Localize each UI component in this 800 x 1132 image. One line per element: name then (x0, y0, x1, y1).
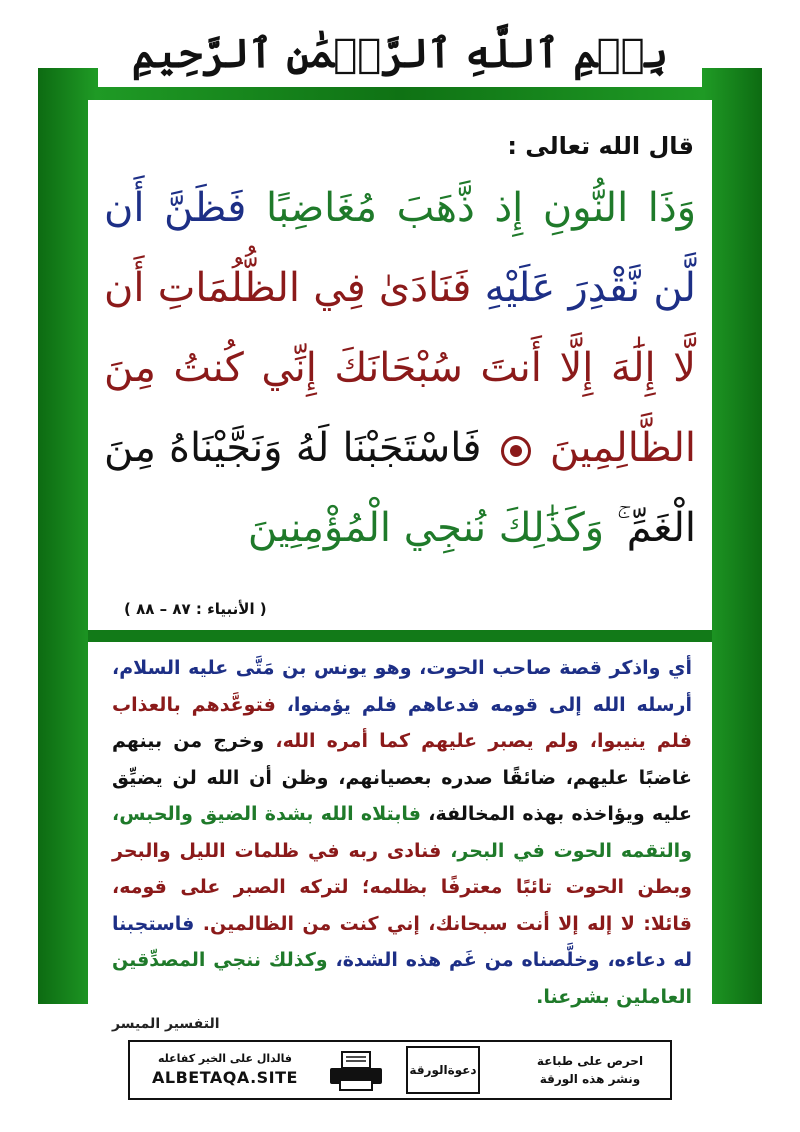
verse-segment: مُغَاضِبًا (265, 185, 378, 231)
verse-segment: فَاسْتَجَبْنَا لَهُ وَنَجَّيْنَاهُ (169, 425, 482, 471)
tafsir-source: التفسير الميسر (112, 1016, 220, 1032)
dawah-logo (406, 1046, 480, 1094)
verse-segment: مِنَ الْغَمِّ (104, 425, 696, 551)
verse-segment: فَظَنَّ أَن لَّن (104, 185, 696, 311)
basmala-calligraphy: بِسۡمِ ٱللَّهِ ٱلرَّحۡمَٰنِ ٱلرَّحِيمِ (98, 24, 702, 87)
site-info (140, 1048, 310, 1092)
tafsir-segment: فتوعَّدهم بالعذاب فلم ينيبوا، ولم يصبر عليهم كما أمره الله، (112, 693, 693, 752)
logo-line: الورقة (409, 1062, 448, 1077)
tafsir-segment: وكذلك ننجي المصدِّقين العاملين بشرعنا. (112, 949, 692, 1008)
tafsir-segment: فنادى ربه في ظلمات الليل والبحر وبطن الحوت تائبًا معترفًا بظلمه؛ لتركه الصبر على قومه، قائلا: لا إله إلا أنت سبحانك، إني كنت من الظالمين. (112, 839, 692, 935)
basmala-header (0, 0, 800, 110)
section-divider (88, 630, 712, 642)
verse-segment: نَّقْدِرَ عَلَيْهِ (484, 265, 641, 311)
print-reminder (520, 1048, 660, 1092)
verse-segment: ۚ وَكَذَٰلِكَ نُنجِي الْمُؤْمِنِينَ (247, 505, 617, 551)
print-reminder-line: احرص على طباعة (536, 1054, 644, 1068)
footer-slogan: فالدال على الخير كفاعله (157, 1052, 293, 1065)
logo-line: دعوة (447, 1062, 477, 1077)
ayah-end-icon (501, 436, 531, 466)
tafsir-segment: أي واذكر قصة صاحب الحوت، وهو يونس بن مَتَّى عليه السلام، أرسله الله إلى قومه فدعاهم فلم يؤمنوا، (112, 657, 692, 716)
tafsir-segment: فابتلاه الله بشدة الضيق والحبس، والتقمه الحوت في البحر، (112, 803, 692, 862)
verse-segment: وَذَا النُّونِ إِذ ذَّهَبَ (396, 185, 697, 231)
tafsir-segment: وخرج من بينهم غاضبًا عليهم، ضائقًا صدره بعصيانهم، وظن أن الله لن يضيِّق عليه ويؤاخذه بهذه المخالفة، (112, 730, 693, 825)
tafsir-text (112, 650, 692, 1015)
footer-bar (128, 1040, 672, 1100)
site-link[interactable]: ALBETAQA.SITE (152, 1068, 298, 1087)
print-reminder-line: ونشر هذه الورقة (539, 1072, 641, 1086)
page-heading: قال الله تعالى : (507, 132, 694, 160)
tafsir-segment: فاستجبنا له دعاءه، وخلَّصناه من غَم هذه الشدة، (112, 912, 692, 971)
verse-reference: ( الأنبياء : ٨٧ – ٨٨ ) (124, 600, 267, 618)
quran-verse (104, 168, 696, 608)
verse-segment: فَنَادَىٰ فِي الظُّلُمَاتِ أَن لَّا إِلَٰهَ إِلَّا أَنتَ سُبْحَانَكَ إِنِّي كُنتُ مِنَ الظَّالِمِينَ (104, 265, 697, 471)
printer-icon (326, 1050, 386, 1092)
